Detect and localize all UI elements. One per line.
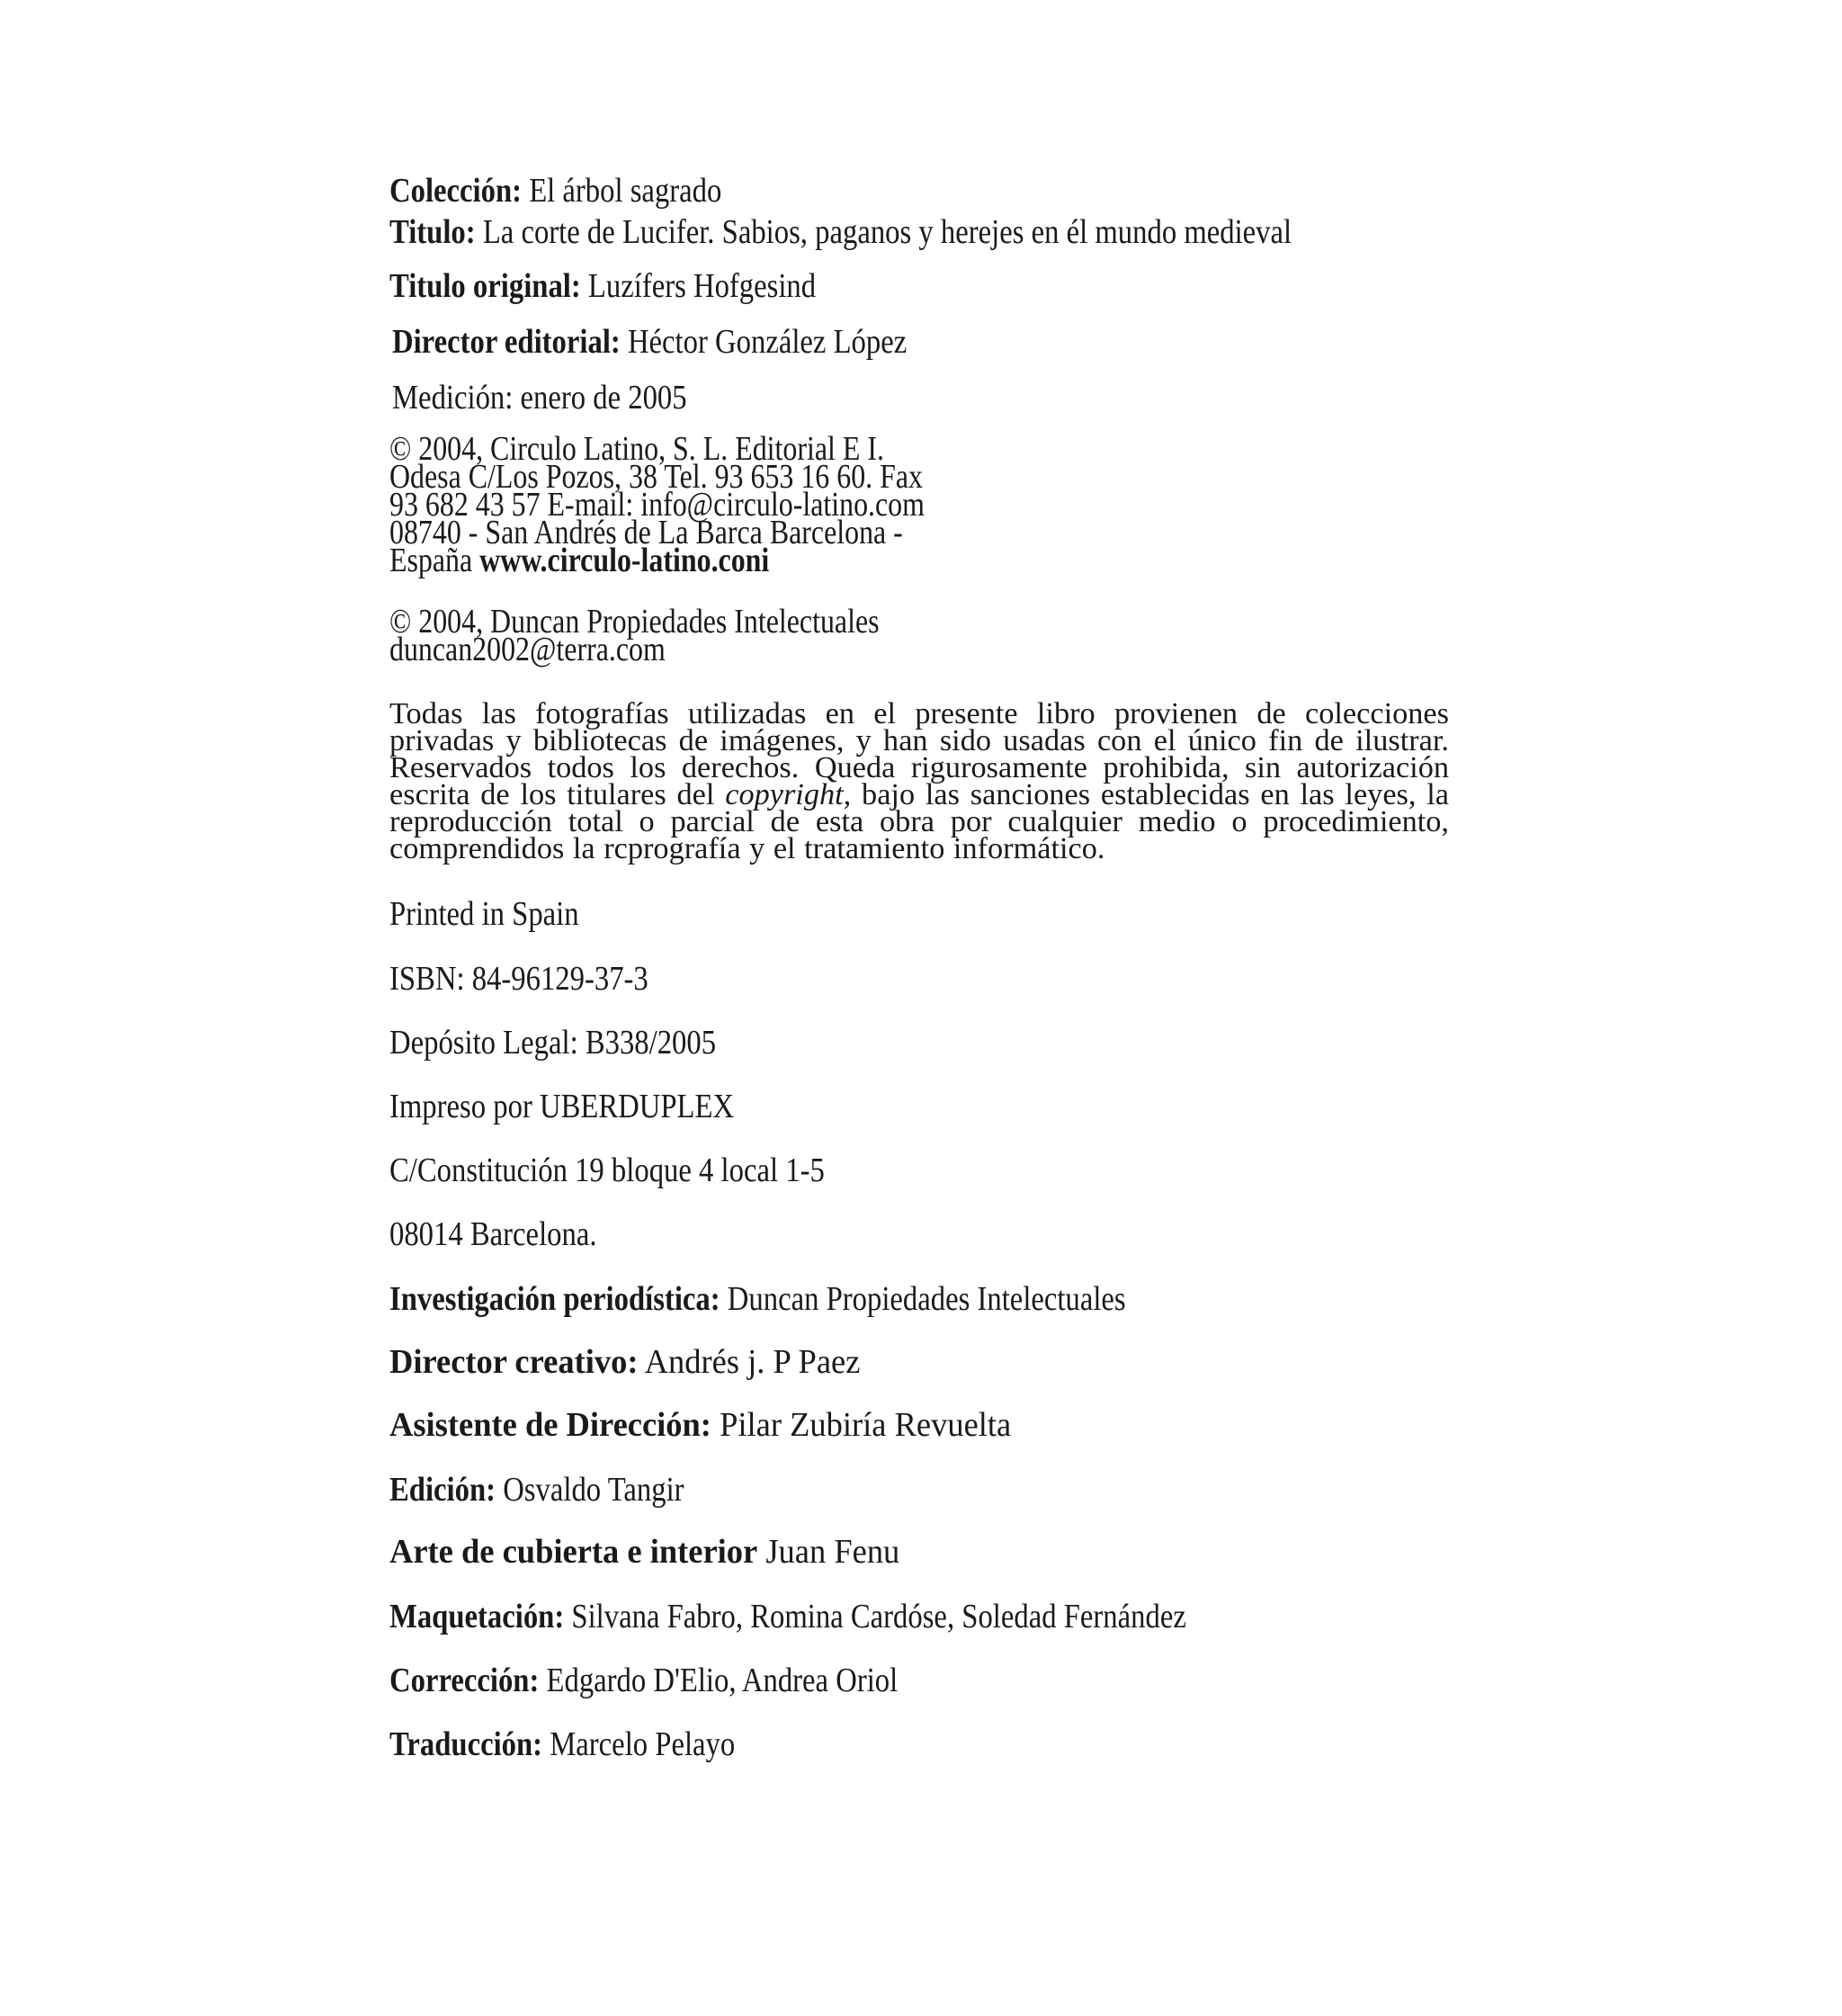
isbn-line: ISBN: 84-96129-37-3 — [389, 960, 648, 998]
maquetacion-label: Maquetación: — [389, 1598, 565, 1635]
maquetacion-value: Silvana Fabro, Romina Cardóse, Soledad Fernández — [564, 1598, 1186, 1635]
legal-text-end: bajo las sanciones establecidas en las leyes, la reproducción total o parcial de esta obra por cualquier medio o procedimiento, comprendidos la rcprografía y el tratamiento informático. — [389, 777, 1450, 865]
copyright-duncan-email: duncan2002@terra.com — [389, 631, 666, 668]
copyright-circulo-country: España — [389, 542, 480, 579]
arte-label: Arte de cubierta e interior — [389, 1533, 758, 1571]
copyright-duncan-line1: © 2004, Duncan Propiedades Intelectuales — [389, 603, 880, 641]
correccion-label: Corrección: — [389, 1662, 540, 1699]
impreso-line: Impreso por UBERDUPLEX — [389, 1088, 735, 1125]
correccion-line — [389, 1661, 898, 1700]
traduccion-value: Marcelo Pelayo — [542, 1725, 736, 1763]
coleccion-value: El árbol sagrado — [522, 172, 722, 210]
ciudad-line: 08014 Barcelona. — [389, 1215, 597, 1253]
copyright-duncan-block — [389, 603, 880, 668]
edicion-fecha-line: Medición: enero de 2005 — [392, 379, 687, 417]
titulo-label: Titulo: — [389, 213, 476, 251]
correccion-value: Edgardo D'Elio, Andrea Oriol — [539, 1662, 899, 1699]
director-editorial-value: Héctor González López — [620, 323, 908, 361]
director-editorial-label: Director editorial: — [392, 323, 621, 361]
copyright-circulo-line4: 08740 - San Andrés de La Barca Barcelona - — [389, 514, 903, 551]
director-creativo-value: Andrés j. P Paez — [638, 1343, 861, 1381]
arte-line — [389, 1532, 899, 1572]
coleccion-label: Colección: — [389, 172, 523, 210]
printed-line: Printed in Spain — [389, 895, 579, 933]
titulo-original-label: Titulo original: — [389, 267, 581, 305]
coleccion-line — [389, 171, 721, 211]
asistente-line — [389, 1405, 1011, 1445]
asistente-label: Asistente de Dirección: — [389, 1406, 711, 1444]
copyright-circulo-line2: Odesa C/Los Pozos, 38 Tel. 93 653 16 60. Fax — [389, 458, 924, 496]
copyright-circulo-line1: © 2004, Circulo Latino, S. L. Editorial E I. — [389, 430, 884, 468]
titulo-original-line — [389, 266, 816, 306]
edicion-line — [389, 1470, 684, 1510]
investigacion-value: Duncan Propiedades Intelectuales — [720, 1280, 1126, 1318]
copyright-circulo-line3: 93 682 43 57 E-mail: info@circulo-latino.com — [389, 486, 925, 524]
director-creativo-line — [389, 1342, 860, 1382]
traduccion-label: Traducción: — [389, 1725, 543, 1763]
traduccion-line — [389, 1725, 735, 1764]
director-editorial-line — [392, 322, 907, 362]
investigacion-label: Investigación periodística: — [389, 1280, 720, 1318]
titulo-value: La corte de Lucifer. Sabios, paganos y herejes en él mundo medieval — [475, 213, 1292, 251]
arte-value: Juan Fenu — [757, 1533, 900, 1571]
legal-paragraph — [389, 696, 1450, 865]
direccion-line: C/Constitución 19 bloque 4 local 1-5 — [389, 1151, 825, 1189]
legal-text-start: Todas las fotografías utilizadas en el presente libro provienen de colecciones privadas y bibliotecas de imágenes, y han sido usadas con el único fin de ilustrar. Reservados todos los derechos. Queda rigurosamente prohibida, sin autorización escrita de los titulares del — [389, 696, 1449, 811]
copyright-circulo-block — [389, 430, 925, 579]
director-creativo-label: Director creativo: — [389, 1343, 639, 1381]
edicion-value: Osvaldo Tangir — [496, 1471, 684, 1509]
investigacion-line — [389, 1279, 1126, 1319]
asistente-value: Pilar Zubiría Revuelta — [711, 1406, 1012, 1444]
edicion-label: Edición: — [389, 1471, 496, 1509]
titulo-line — [389, 212, 1292, 252]
legal-text-italic: copyright, — [725, 777, 852, 811]
maquetacion-line — [389, 1597, 1186, 1636]
titulo-original-value: Luzífers Hofgesind — [580, 267, 817, 305]
deposito-line: Depósito Legal: B338/2005 — [389, 1024, 717, 1062]
website-link: www.circulo-latino.coni — [479, 542, 770, 579]
